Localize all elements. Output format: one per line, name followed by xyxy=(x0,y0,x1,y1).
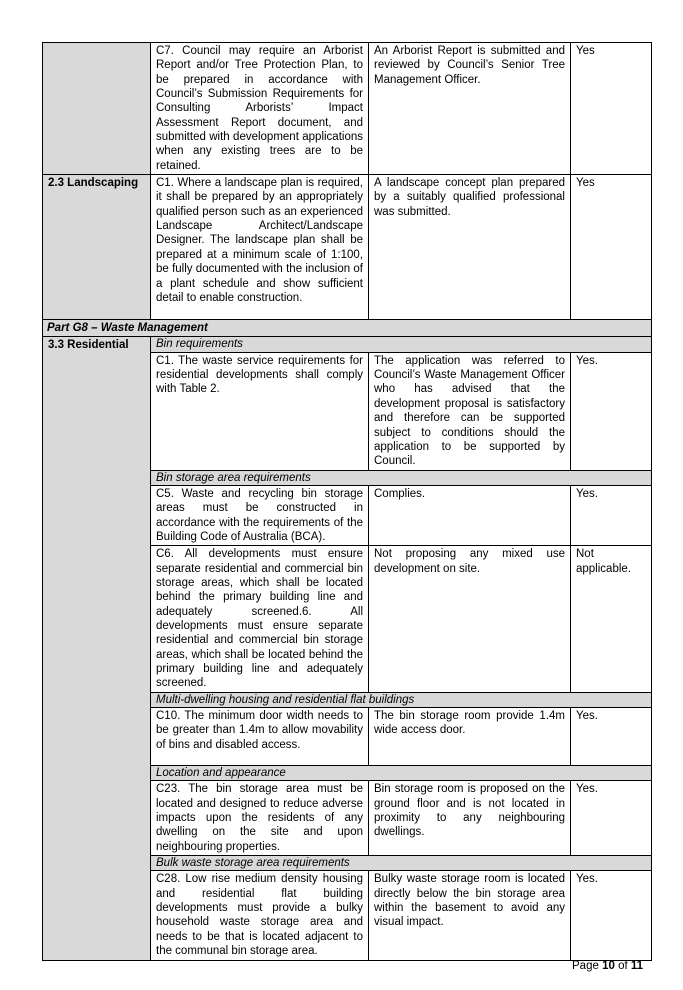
subheading-bin-storage: Bin storage area requirements xyxy=(151,470,652,485)
compliance-table xyxy=(42,42,652,961)
subheading-bulk: Bulk waste storage area requirements xyxy=(151,856,652,871)
requirement-cell: C23. The bin storage area must be located and designed to reduce adverse impacts upon the residents of any dwelling on the site and upon neighbouring properties. xyxy=(151,781,369,856)
requirement-cell: C6. All developments must ensure separate residential and commercial bin storage areas, which shall be located behind the primary building line and adequately screened.6. All developments must ensure separate residential and commercial bin storage areas, which shall be located behind the primary building line and adequately screened. xyxy=(151,546,369,692)
page-footer xyxy=(572,960,643,972)
compliance-cell: Yes xyxy=(571,43,652,175)
proposal-cell: Complies. xyxy=(369,485,571,545)
requirement-cell: C10. The minimum door width needs to be greater than 1.4m to allow movability of bins and disabled access. xyxy=(151,708,369,766)
requirement-cell: C28. Low rise medium density housing and residential flat building developments must provide a bulky household waste storage area and needs to be that is located adjacent to the communal bin storage area. xyxy=(151,871,369,960)
proposal-cell: Bin storage room is proposed on the ground floor and is not located in proximity to any neighbouring dwellings. xyxy=(369,781,571,856)
proposal-cell: A landscape concept plan prepared by a suitably qualified professional was submitted. xyxy=(369,175,571,320)
proposal-cell: An Arborist Report is submitted and reviewed by Council’s Senior Tree Management Officer. xyxy=(369,43,571,175)
requirement-cell: C1. Where a landscape plan is required, it shall be prepared by an appropriately qualified person such as an experienced Landscape Architect/Landscape Designer. The landscape plan shall be prepared at a minimum scale of 1:100, be fully documented with the inclusion of a plant schedule and show sufficient detail to enable construction. xyxy=(151,175,369,320)
category-cell xyxy=(43,43,151,175)
requirement-cell: C7. Council may require an Arborist Report and/or Tree Protection Plan, to be prepared in accordance with Council’s Submission Requirements for Consulting Arborists’ Impact Assessment Report document, and submitted with development applications when any existing trees are to be retained. xyxy=(151,43,369,175)
table-row xyxy=(43,43,652,175)
subheading-row xyxy=(43,337,652,352)
compliance-cell: Yes xyxy=(571,175,652,320)
requirement-cell: C1. The waste service requirements for residential developments shall comply with Table 2. xyxy=(151,352,369,470)
compliance-cell: Not applicable. xyxy=(571,546,652,692)
part-heading: Part G8 – Waste Management xyxy=(43,320,652,337)
compliance-cell: Yes. xyxy=(571,485,652,545)
compliance-cell: Yes. xyxy=(571,708,652,766)
subheading-location: Location and appearance xyxy=(151,766,652,781)
compliance-cell: Yes. xyxy=(571,871,652,960)
compliance-cell: Yes. xyxy=(571,352,652,470)
page-label: Page xyxy=(572,960,599,972)
proposal-cell: The bin storage room provide 1.4m wide access door. xyxy=(369,708,571,766)
category-cell: 2.3 Landscaping xyxy=(43,175,151,320)
proposal-cell: Bulky waste storage room is located directly below the bin storage area within the basement to avoid any visual impact. xyxy=(369,871,571,960)
part-heading-row xyxy=(43,320,652,337)
compliance-cell: Yes. xyxy=(571,781,652,856)
total-pages: 11 xyxy=(630,960,644,972)
section-category-cell: 3.3 Residential xyxy=(43,337,151,960)
subheading-bin-requirements: Bin requirements xyxy=(151,337,652,352)
page-number: 10 xyxy=(602,960,615,972)
subheading-multi-dwelling: Multi-dwelling housing and residential flat buildings xyxy=(151,692,652,707)
requirement-cell: C5. Waste and recycling bin storage areas must be constructed in accordance with the requirements of the Building Code of Australia (BCA). xyxy=(151,485,369,545)
proposal-cell: The application was referred to Council’s Waste Management Officer who has advised that the development proposal is satisfactory and therefore can be supported subject to conditions should the application to be supported by Council. xyxy=(369,352,571,470)
of-label: of xyxy=(618,960,628,972)
proposal-cell: Not proposing any mixed use development on site. xyxy=(369,546,571,692)
table-row xyxy=(43,175,652,320)
